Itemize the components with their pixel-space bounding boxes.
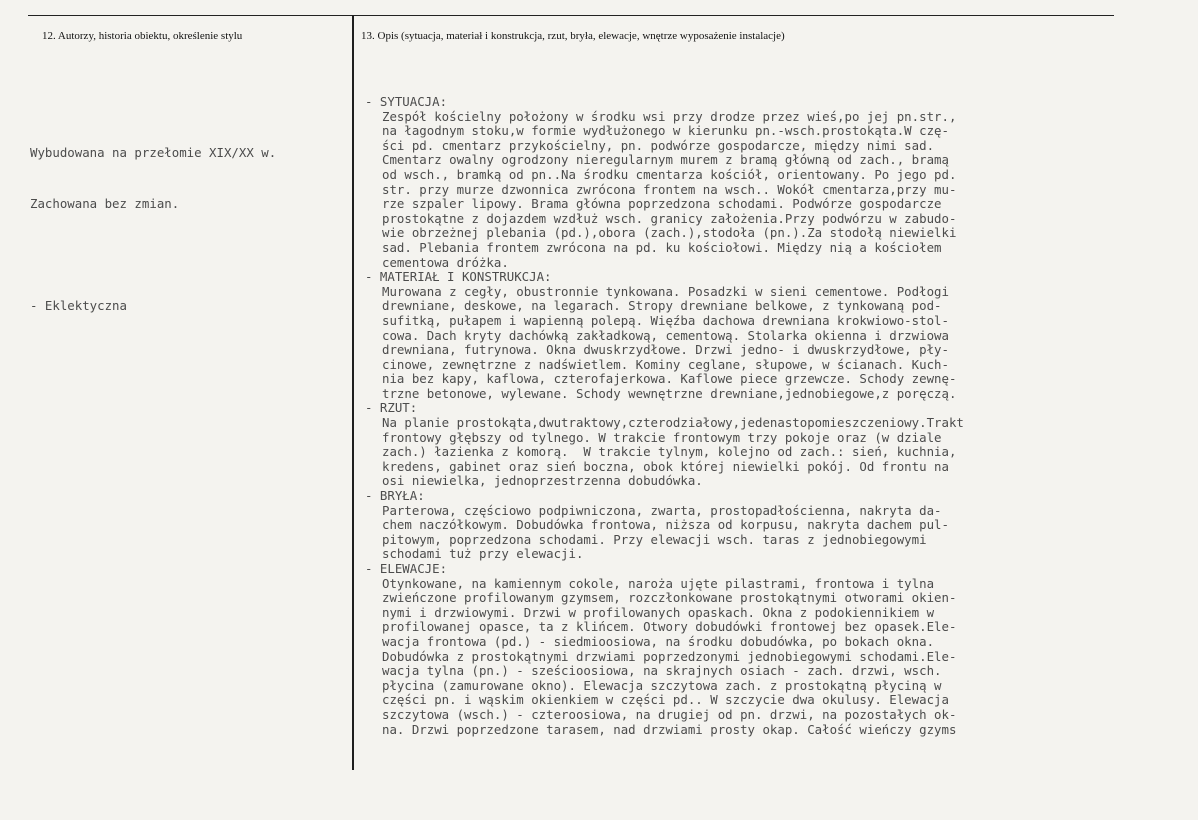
description-line: str. przy murze dzwonnica zwrócona frontem na wsch.. Wokół cmentarza,przy mu- <box>382 181 957 197</box>
description-line: cinowe, zewnętrzne z nadświetlem. Kominy ceglane, słupowe, w ścianach. Kuch- <box>382 356 949 372</box>
description-line: trzne betonowe, wylewane. Schody wewnętrzne drewniane,jednobiegowe,z poręczą. <box>382 385 957 401</box>
description-line: Dobudówka z prostokątnymi drzwiami poprzedzonymi jednobiegowymi schodami.Ele- <box>382 648 957 664</box>
style-line: - Eklektyczna <box>30 298 127 313</box>
history-line: Zachowana bez zmian. <box>30 196 180 211</box>
description-line: rze szpaler lipowy. Brama główna poprzedzona schodami. Podwórze gospodarcze <box>382 196 942 212</box>
description-line: części pn. i wąskim okienkiem w części pd.. W szczycie dwa okulusy. Elewacja <box>382 692 949 708</box>
column-divider <box>352 15 354 770</box>
description-line: cowa. Dach kryty dachówką zakładkową, cementową. Stolarka okienna i drzwiowa <box>382 327 949 343</box>
description-line: drewniane, deskowe, na legarach. Stropy drewniane belkowe, z tynkowaną pod- <box>382 298 942 314</box>
section-heading: - SYTUACJA: <box>365 94 448 109</box>
field-13-content <box>365 95 964 737</box>
description-line: Otynkowane, na kamiennym cokole, naroża ujęte pilastrami, frontowa i tylna <box>382 575 935 591</box>
description-line: chem naczółkowym. Dobudówka frontowa, niższa od korpusu, nakryta dachem pul- <box>382 517 949 533</box>
description-line: wacja frontowa (pd.) - siedmioosiowa, na środku dobudówka, po bokach okna. <box>382 633 935 649</box>
description-line: osi niewielka, jednoprzestrzenna dobudówka. <box>382 473 703 489</box>
description-line: szczytowa (wsch.) - czteroosiowa, na drugiej od pn. drzwi, na pozostałych ok- <box>382 706 957 722</box>
description-line: prostokątne z dojazdem wzdłuż wsch. granicy założenia.Przy podwórzu w zabudo- <box>382 210 957 226</box>
description-line: kredens, gabinet oraz sień boczna, obok której niewielki pokój. Od frontu na <box>382 458 949 474</box>
description-line: zwieńczone profilowanym gzymsem, rozczłonkowane prostokątnymi otworami okien- <box>382 590 957 606</box>
description-line: na. Drzwi poprzedzone tarasem, nad drzwiami prosty okap. Całość wieńczy gzyms <box>382 721 957 737</box>
description-line: sufitką, pułapem i wapienną polepą. Więźba dachowa drewniana krokwiowo-stol- <box>382 312 949 328</box>
top-rule <box>28 15 1114 16</box>
section-heading: - BRYŁA: <box>365 488 425 504</box>
description-line: wacja tylna (pn.) - sześcioosiowa, na skrajnych osiach - zach. drzwi, wsch. <box>382 663 942 679</box>
description-line: zach.) łazienka z komorą. W trakcie tylnym, kolejno od zach.: sień, kuchnia, <box>382 444 957 460</box>
description-line: ści pd. cmentarz przykościelny, pn. podwórze gospodarcze, między nimi sad. <box>382 137 935 153</box>
field-12-header: 12. Autorzy, historia obiektu, określenie stylu <box>42 30 243 42</box>
description-line: Parterowa, częściowo podpiwniczona, zwarta, prostopadłościenna, nakryta da- <box>382 502 942 518</box>
history-line: Wybudowana na przełomie XIX/XX w. <box>30 145 277 160</box>
description-line: cementowa dróżka. <box>382 254 509 270</box>
description-line: nymi i drzwiowymi. Drzwi w profilowanych opaskach. Okna z podokiennikiem w <box>382 604 935 620</box>
field-13-header: 13. Opis (sytuacja, materiał i konstrukcja, rzut, bryła, elewacje, wnętrze wyposażenie instalacje) <box>361 30 785 42</box>
description-line: schodami tuż przy elewacji. <box>382 546 584 562</box>
description-line: drewniana, futrynowa. Okna dwuskrzydłowe. Drzwi jedno- i dwuskrzydłowe, pły- <box>382 342 949 358</box>
field-12-content <box>30 110 276 331</box>
description-line: na łagodnym stoku,w formie wydłużonego w kierunku pn.-wsch.prostokąta.W czę- <box>382 123 949 139</box>
description-line: Murowana z cegły, obustronnie tynkowana. Posadzki w sieni cementowe. Podłogi <box>382 283 949 299</box>
description-line: sad. Plebania frontem zwrócona na pd. ku kościołowi. Między nią a kościołem <box>382 239 942 255</box>
section-heading: - MATERIAŁ I KONSTRUKCJA: <box>365 269 552 285</box>
description-line: profilowanej opasce, ta z klińcem. Otwory dobudówki frontowej bez opasek.Ele- <box>382 619 957 635</box>
description-line: Na planie prostokąta,dwutraktowy,czterodziałowy,jedenastopomieszczeniowy.Trakt <box>382 415 964 431</box>
description-line: pitowym, poprzedzona schodami. Przy elewacji wsch. taras z jednobiegowymi <box>382 531 927 547</box>
description-line: od wsch., bramką od pn..Na środku cmentarza kościół, orientowany. Po jego pd. <box>382 166 957 182</box>
description-line: Zespół kościelny położony w środku wsi przy drodze przez wieś,po jej pn.str., <box>382 108 957 124</box>
section-heading: - ELEWACJE: <box>365 561 448 576</box>
description-line: nia bez kapy, kaflowa, czterofajerkowa. Kaflowe piece grzewcze. Schody zewnę- <box>382 371 957 387</box>
description-line: frontowy głębszy od tylnego. W trakcie frontowym trzy pokoje oraz (w dziale <box>382 429 942 445</box>
description-line: płycina (zamurowane okno). Elewacja szczytowa zach. z prostokątną płyciną w <box>382 677 942 693</box>
description-line: Cmentarz owalny ogrodzony nieregularnym murem z bramą główną od zach., bramą <box>382 152 949 168</box>
section-heading: - RZUT: <box>365 400 418 416</box>
description-line: wie obrzeżnej plebania (pd.),obora (zach.),stodoła (pn.).Za stodołą niewielki <box>382 225 957 241</box>
